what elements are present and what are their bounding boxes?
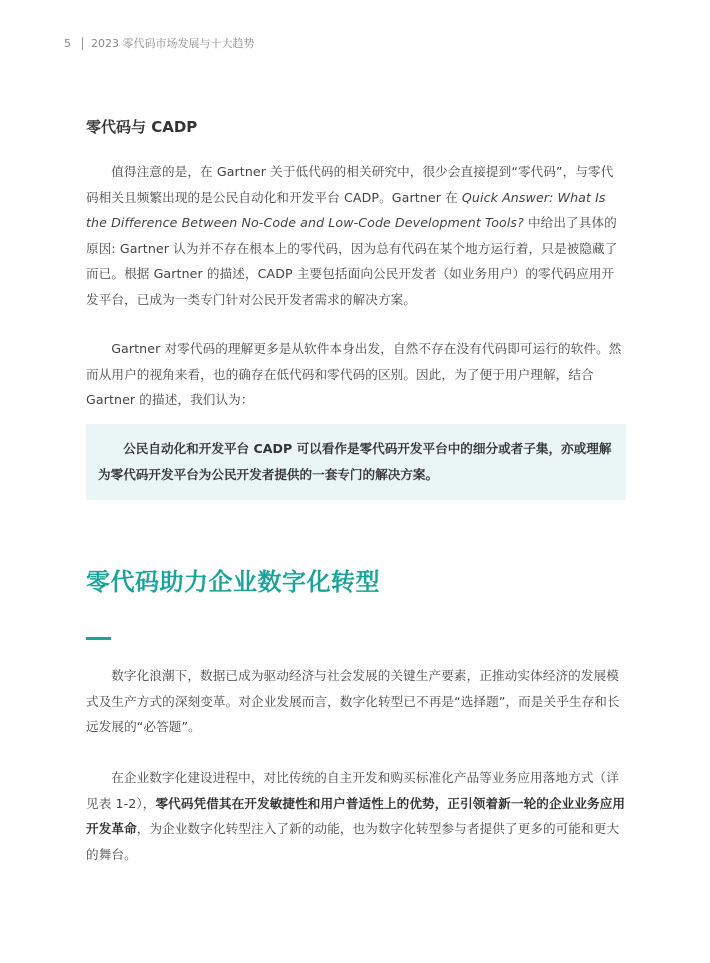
chapter-title: 零代码助力企业数字化转型 (86, 568, 380, 596)
header-divider (82, 37, 83, 50)
section-title: 零代码与 CADP (86, 118, 198, 136)
paragraph-text: 值得注意的是，在 Gartner 关于低代码的相关研究中，很少会直接提到“零代码”，与零代码相关且频繁出现的是公民自动化和开发平台 CADP。Gartner 在 (86, 164, 614, 205)
page-number: 5 (64, 36, 71, 50)
paragraph-text: 在企业数字化建设进程中，对比传统的自主开发和购买标准化产品等业务应用落地方式（详见表 1-2）， (86, 770, 619, 811)
paragraph-gartner-view: Gartner 对零代码的理解更多是从软件本身出发，自然不存在没有代码即可运行的软件。然而从用户的视角来看，也的确存在低代码和零代码的区别。因此，为了便于用户理解，结合 Gartner 的描述，我们认为： (86, 341, 622, 408)
title-accent-rule (86, 637, 111, 640)
paragraph-text: 中给出了具体的原因: Gartner 认为并不存在根本上的零代码，因为总有代码在某个地方运行着，只是被隐藏了而已。根据 Gartner 的描述，CADP 主要包括面向公民开发者（如业务用户）的零代码应用开发平台，已成为一类专门针对公民开发者需求的解决方案。 (86, 215, 618, 307)
report-title-italic: Quick Answer: What Is the Difference Between No-Code and Low-Code Development Tools? (86, 189, 606, 231)
paragraph-digital-wave: 数字化浪潮下，数据已成为驱动经济与社会发展的关键生产要素，正推动实体经济的发展模式及生产方式的深刻变革。对企业发展而言，数字化转型已不再是“选择题”，而是关乎生存和长远发展的“必答题”。 (86, 668, 620, 735)
callout-text: 公民自动化和开发平台 CADP 可以看作是零代码开发平台中的细分或者子集，亦或理解为零代码开发平台为公民开发者提供的一套专门的解决方案。 (98, 441, 612, 482)
highlight-bold-text: 零代码凭借其在开发敏捷性和用户普适性上的优势，正引领着新一轮的企业业务应用开发革命 (86, 795, 626, 837)
paragraph-text: ，为企业数字化转型注入了新的动能，也为数字化转型参与者提供了更多的可能和更大的舞台。 (86, 821, 620, 862)
paragraph-gartner-research (86, 159, 626, 313)
page-header (64, 34, 255, 52)
document-title: 2023 零代码市场发展与十大趋势 (91, 37, 255, 50)
paragraph-enterprise-digitalization (86, 765, 626, 867)
callout-box (86, 424, 626, 500)
